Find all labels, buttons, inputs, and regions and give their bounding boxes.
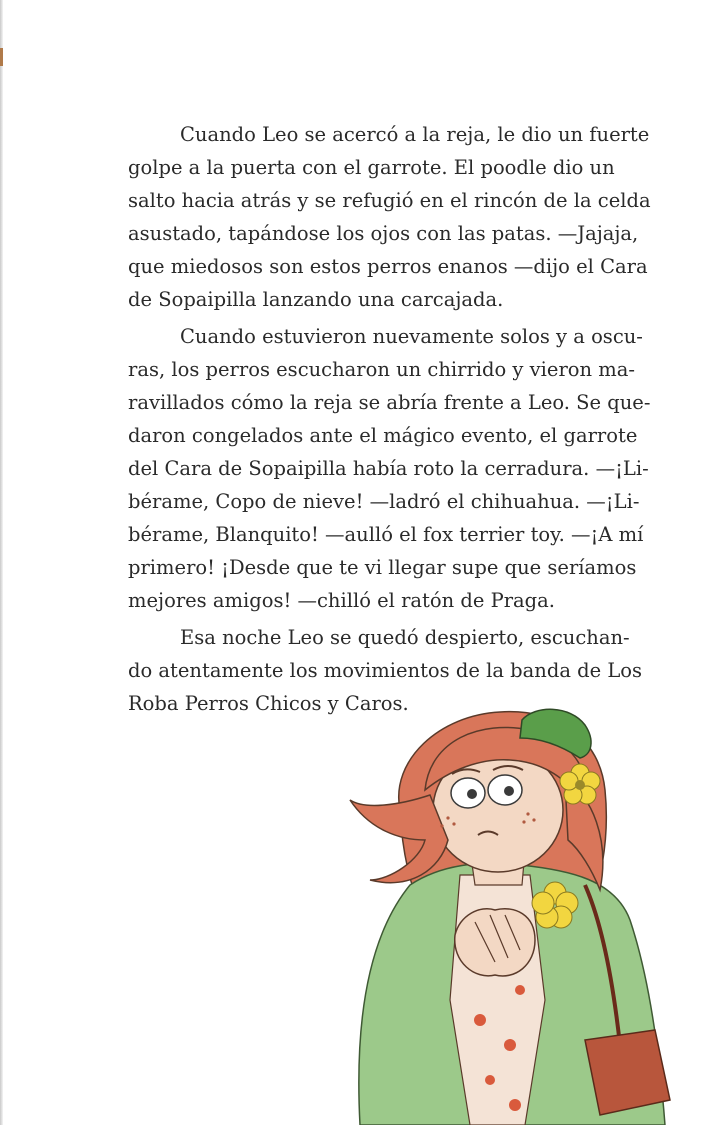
text-line: salto hacia atrás y se refugió en el rincón de la celda [128, 189, 651, 212]
text-line: asustado, tapándose los ojos con las patas. —Jajaja, [128, 222, 639, 245]
hands [455, 909, 535, 976]
page-edge-mark [0, 48, 3, 66]
text-line: ravillados cómo la reja se abría frente a Leo. Se que- [128, 391, 651, 414]
text-line: daron congelados ante el mágico evento, el garrote [128, 424, 638, 447]
text-line: de Sopaipilla lanzando una carcajada. [128, 288, 504, 311]
text-line: golpe a la puerta con el garrote. El poodle dio un [128, 156, 615, 179]
page-edge [0, 0, 3, 1125]
story-text [128, 118, 651, 724]
text-line: Cuando estuvieron nuevamente solos y a oscu- [180, 325, 643, 348]
paragraph-2 [128, 320, 651, 617]
left-pupil [467, 789, 477, 799]
text-line: bérame, Copo de nieve! —ladró el chihuahua. —¡Li- [128, 490, 640, 513]
text-line: bérame, Blanquito! —aulló el fox terrier toy. —¡A mí [128, 523, 644, 546]
text-line: Roba Perros Chicos y Caros. [128, 692, 409, 715]
text-line: del Cara de Sopaipilla había roto la cerradura. —¡Li- [128, 457, 649, 480]
bag [585, 1030, 670, 1115]
text-line: Esa noche Leo se quedó despierto, escuchan- [180, 626, 630, 649]
text-line: primero! ¡Desde que te vi llegar supe que seríamos [128, 556, 637, 579]
text-line: do atentamente los movimientos de la banda de Los [128, 659, 643, 682]
text-line: Cuando Leo se acercó a la reja, le dio un fuerte [180, 123, 650, 146]
text-line: mejores amigos! —chilló el ratón de Praga. [128, 589, 555, 612]
paragraph-1 [128, 118, 651, 316]
right-pupil [504, 786, 514, 796]
text-line: ras, los perros escucharon un chirrido y vieron ma- [128, 358, 635, 381]
girl-illustration [330, 700, 716, 1125]
text-line: que miedosos son estos perros enanos —dijo el Cara [128, 255, 648, 278]
